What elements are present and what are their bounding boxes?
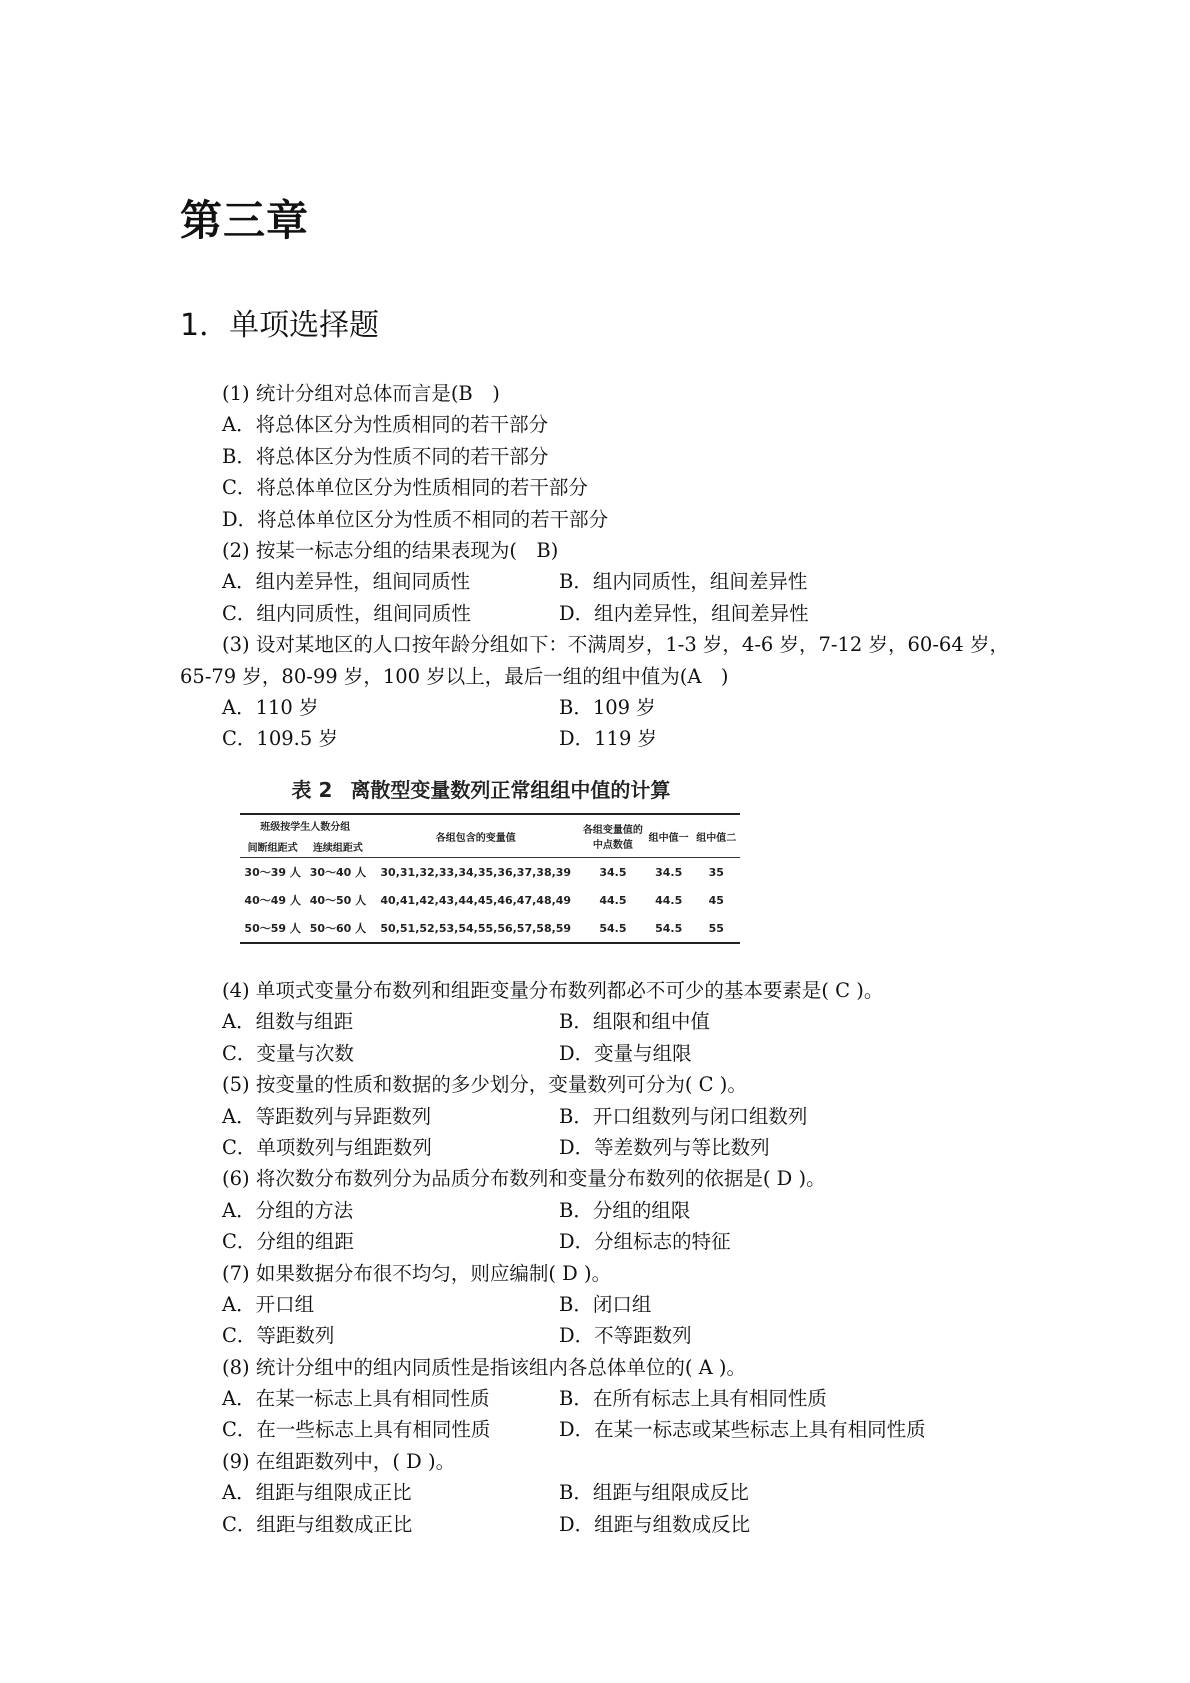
cell: 50,51,52,53,54,55,56,57,58,59 bbox=[380, 921, 572, 935]
option: C．组内同质性，组间同质性 bbox=[222, 601, 471, 625]
option: D．变量与组限 bbox=[559, 1041, 692, 1065]
header: 连续组距式 bbox=[305, 836, 370, 858]
option: D．在某一标志或某些标志上具有相同性质 bbox=[559, 1418, 926, 1442]
header: 各组变量值的中点数值 bbox=[581, 814, 645, 858]
table-row bbox=[240, 886, 740, 914]
option: B．组距与组限成反比 bbox=[559, 1481, 749, 1505]
option: C．将总体单位区分为性质相同的若干部分 bbox=[222, 476, 588, 500]
option: D．将总体单位区分为性质不相同的若干部分 bbox=[222, 507, 609, 531]
cell: 35 bbox=[708, 865, 724, 879]
option: C．在一些标志上具有相同性质 bbox=[222, 1418, 491, 1442]
option: C．组距与组数成正比 bbox=[222, 1512, 413, 1536]
cell: 54.5 bbox=[599, 921, 627, 935]
cell: 40～50 人 bbox=[309, 894, 367, 907]
cell: 55 bbox=[708, 921, 724, 935]
table-title bbox=[240, 774, 740, 803]
cell: 30～39 人 bbox=[244, 866, 301, 879]
cell: 50～60 人 bbox=[309, 922, 367, 935]
option: B．组限和组中值 bbox=[559, 1010, 710, 1034]
option: D．组距与组数成反比 bbox=[559, 1512, 751, 1536]
option: A．在某一标志上具有相同性质 bbox=[222, 1387, 490, 1411]
option: D．不等距数列 bbox=[559, 1324, 692, 1348]
cell: 44.5 bbox=[599, 893, 627, 907]
question-1: (1) 统计分组对总体而言是(B ) bbox=[222, 382, 500, 405]
option: A．组距与组限成正比 bbox=[222, 1481, 412, 1505]
table-row bbox=[240, 858, 740, 887]
question-2: (2) 按某一标志分组的结果表现为( B) bbox=[222, 538, 559, 562]
option: B．开口组数列与闭口组数列 bbox=[559, 1104, 808, 1128]
option: A．组内差异性，组间同质性 bbox=[222, 570, 471, 594]
option: D．分组标志的特征 bbox=[559, 1230, 731, 1254]
cell: 40,41,42,43,44,45,46,47,48,49 bbox=[380, 893, 572, 907]
question-9: (9) 在组距数列中，( D )。 bbox=[222, 1449, 456, 1473]
table-caption: 离散型变量数列正常组组中值的计算 bbox=[350, 778, 671, 802]
table-figure bbox=[240, 774, 740, 944]
chapter-title: 第三章 bbox=[180, 196, 310, 245]
option: B．分组的组限 bbox=[559, 1198, 691, 1222]
option: B．109 岁 bbox=[559, 695, 656, 719]
questions-block-1 bbox=[180, 378, 1009, 755]
option: D．组内差异性，组间差异性 bbox=[559, 601, 809, 625]
cell: 34.5 bbox=[655, 865, 683, 879]
question-8: (8) 统计分组中的组内同质性是指该组内各总体单位的( A )。 bbox=[222, 1355, 747, 1379]
option: B．闭口组 bbox=[559, 1292, 652, 1316]
option: A．110 岁 bbox=[222, 695, 319, 719]
header: 组中值一 bbox=[645, 814, 693, 858]
cell: 30,31,32,33,34,35,36,37,38,39 bbox=[380, 865, 572, 879]
option: B．组内同质性，组间差异性 bbox=[559, 570, 808, 594]
header: 各组包含的变量值 bbox=[371, 814, 581, 858]
questions-block-2 bbox=[180, 975, 1000, 1540]
question-5: (5) 按变量的性质和数据的多少划分，变量数列可分为( C )。 bbox=[222, 1073, 747, 1097]
option: C．等距数列 bbox=[222, 1324, 335, 1348]
option: D．等差数列与等比数列 bbox=[559, 1135, 770, 1159]
option: D．119 岁 bbox=[559, 727, 658, 751]
option: A．将总体区分为性质相同的若干部分 bbox=[222, 413, 549, 437]
option: A．等距数列与异距数列 bbox=[222, 1104, 432, 1128]
option: B．在所有标志上具有相同性质 bbox=[559, 1387, 827, 1411]
cell: 30～40 人 bbox=[309, 866, 367, 879]
section-title: 1．单项选择题 bbox=[180, 308, 380, 343]
question-7: (7) 如果数据分布很不均匀，则应编制( D )。 bbox=[222, 1261, 612, 1285]
option: C．变量与次数 bbox=[222, 1041, 354, 1065]
cell: 50～59 人 bbox=[244, 922, 301, 935]
option: A．开口组 bbox=[222, 1292, 315, 1316]
cell: 34.5 bbox=[599, 865, 627, 879]
table-row bbox=[240, 914, 740, 943]
question-3-cont: 65-79 岁，80-99 岁，100 岁以上，最后一组的组中值为(A ) bbox=[180, 664, 729, 688]
header: 组中值二 bbox=[692, 814, 740, 858]
option: A．分组的方法 bbox=[222, 1198, 354, 1222]
cell: 54.5 bbox=[655, 921, 683, 935]
question-6: (6) 将次数分布数列分为品质分布数列和变量分布数列的依据是( D )。 bbox=[222, 1167, 826, 1191]
header-group: 班级按学生人数分组 bbox=[260, 822, 351, 833]
option: A．组数与组距 bbox=[222, 1010, 354, 1034]
option: C．分组的组距 bbox=[222, 1230, 354, 1254]
cell: 40～49 人 bbox=[244, 894, 301, 907]
cell: 44.5 bbox=[655, 893, 683, 907]
option: B．将总体区分为性质不同的若干部分 bbox=[222, 444, 549, 468]
cell: 45 bbox=[708, 893, 724, 907]
option: C．单项数列与组距数列 bbox=[222, 1135, 432, 1159]
question-4: (4) 单项式变量分布数列和组距变量分布数列都必不可少的基本要素是( C )。 bbox=[222, 979, 884, 1002]
header: 间断组距式 bbox=[240, 836, 305, 858]
midpoint-table bbox=[240, 813, 740, 944]
question-3: (3) 设对某地区的人口按年龄分组如下：不满周岁，1-3 岁，4-6 岁，7-12 岁，60-64 岁， bbox=[222, 633, 1009, 657]
option: C．109.5 岁 bbox=[222, 727, 338, 751]
table-number: 表 2 bbox=[291, 778, 333, 802]
